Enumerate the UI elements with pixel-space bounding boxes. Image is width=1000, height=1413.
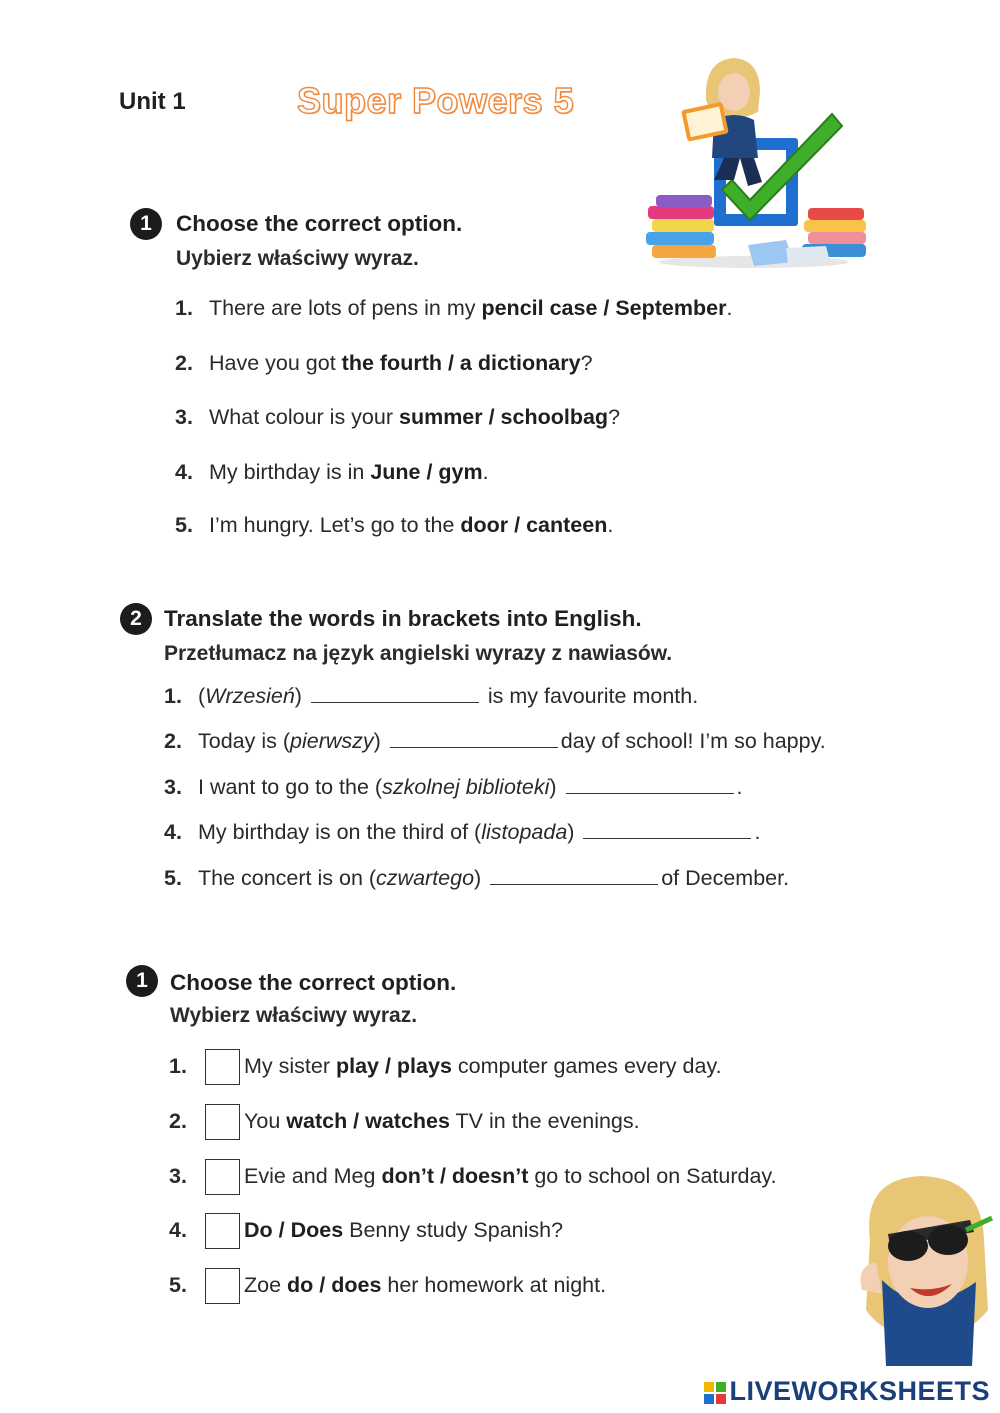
section2-item-1 xyxy=(164,684,698,709)
item-text: There are lots of pens in my xyxy=(209,296,482,320)
item-text: is my favourite month. xyxy=(481,684,699,708)
item-text: What colour is your xyxy=(209,405,399,429)
polish-word: szkolnej biblioteki xyxy=(382,775,550,799)
item-number: 3. xyxy=(169,1164,187,1188)
answer-box[interactable] xyxy=(205,1049,240,1085)
item-text: Today is ( xyxy=(198,729,291,753)
item-text: Have you got xyxy=(209,351,342,375)
answer-box[interactable] xyxy=(205,1104,240,1140)
answer-blank[interactable] xyxy=(390,731,558,748)
item-punct: ? xyxy=(580,351,593,375)
item-options: do / does xyxy=(287,1273,382,1297)
item-text: Evie and Meg xyxy=(244,1164,382,1188)
item-number: 3. xyxy=(175,405,193,429)
section1-number-badge: 1 xyxy=(130,208,162,240)
logo-icon xyxy=(704,1382,726,1404)
item-text: TV in the evenings. xyxy=(449,1109,640,1133)
item-text: ) xyxy=(549,775,563,799)
item-options: pencil case / September xyxy=(481,296,727,320)
item-options: Do / Does xyxy=(244,1218,344,1242)
item-options: the fourth / a dictionary xyxy=(341,351,581,375)
answer-blank[interactable] xyxy=(311,686,479,703)
item-punct: ? xyxy=(608,405,621,429)
section1-item-5 xyxy=(175,513,613,538)
polish-word: pierwszy xyxy=(290,729,374,753)
item-punct: . xyxy=(482,460,489,484)
section2-item-4 xyxy=(164,820,760,845)
item-number: 2. xyxy=(164,729,182,753)
section1-item-3 xyxy=(175,405,620,430)
answer-blank[interactable] xyxy=(566,777,734,794)
item-text: go to school on Saturday. xyxy=(528,1164,777,1188)
section1-item-2 xyxy=(175,351,593,376)
brand-text: LIVEWORKSHEETS xyxy=(729,1376,990,1406)
polish-word: czwartego xyxy=(376,866,475,890)
item-number: 2. xyxy=(175,351,193,375)
item-text: Zoe xyxy=(244,1273,288,1297)
item-number: 2. xyxy=(169,1109,187,1133)
item-text: My birthday is in xyxy=(209,460,371,484)
item-punct: . xyxy=(726,296,733,320)
item-text: I want to go to the ( xyxy=(198,775,383,799)
polish-word: listopada xyxy=(481,820,568,844)
item-text: . xyxy=(736,775,743,799)
answer-blank[interactable] xyxy=(583,822,751,839)
item-number: 1. xyxy=(164,684,182,708)
section3-item-5 xyxy=(169,1267,606,1304)
section3-item-1 xyxy=(169,1048,722,1085)
item-number: 4. xyxy=(169,1218,187,1242)
item-options: play / plays xyxy=(335,1054,452,1078)
item-text: Benny study Spanish? xyxy=(343,1218,564,1242)
item-number: 4. xyxy=(175,460,193,484)
item-number: 3. xyxy=(164,775,182,799)
section2-number-badge: 2 xyxy=(120,603,152,635)
liveworksheets-logo xyxy=(704,1376,990,1407)
section1-item-4 xyxy=(175,460,489,485)
section3-item-2 xyxy=(169,1103,640,1140)
item-number: 5. xyxy=(169,1273,187,1297)
item-text: ) xyxy=(567,820,581,844)
answer-box[interactable] xyxy=(205,1159,240,1195)
item-number: 5. xyxy=(164,866,182,890)
answer-box[interactable] xyxy=(205,1268,240,1304)
item-text: You xyxy=(244,1109,287,1133)
section2-subheading: Przetłumacz na język angielski wyrazy z nawiasów. xyxy=(164,642,673,665)
section1-heading: Choose the correct option. xyxy=(176,211,463,236)
section3-number-badge: 1 xyxy=(126,965,158,997)
teacher-sunglasses-illustration xyxy=(852,1170,998,1366)
section3-subheading: Wybierz właściwy wyraz. xyxy=(170,1004,418,1027)
section1-subheading: Uybierz właściwy wyraz. xyxy=(176,247,419,270)
answer-blank[interactable] xyxy=(490,868,658,885)
item-text: ) xyxy=(373,729,387,753)
item-text: I’m hungry. Let’s go to the xyxy=(209,513,461,537)
item-number: 1. xyxy=(169,1054,187,1078)
section2-item-2 xyxy=(164,729,826,754)
item-number: 1. xyxy=(175,296,193,320)
item-text: of December. xyxy=(661,866,790,890)
polish-word: Wrzesień xyxy=(205,684,295,708)
teacher-checkmark-illustration xyxy=(636,40,872,270)
answer-box[interactable] xyxy=(205,1213,240,1249)
item-text: ( xyxy=(198,684,206,708)
section1-item-1 xyxy=(175,296,732,321)
item-number: 4. xyxy=(164,820,182,844)
item-text: The concert is on ( xyxy=(198,866,377,890)
item-options: door / canteen xyxy=(460,513,608,537)
item-options: summer / schoolbag xyxy=(398,405,609,429)
section3-item-3 xyxy=(169,1158,777,1195)
item-options: June / gym xyxy=(370,460,483,484)
item-text: computer games every day. xyxy=(451,1054,722,1078)
section3-item-4 xyxy=(169,1212,563,1249)
item-options: don’t / doesn’t xyxy=(381,1164,529,1188)
item-text: ) xyxy=(474,866,488,890)
item-text: ) xyxy=(294,684,308,708)
section3-heading: Choose the correct option. xyxy=(170,970,457,995)
unit-label: Unit 1 xyxy=(119,88,186,115)
page-title: Super Powers 5 xyxy=(297,80,575,121)
item-text: day of school! I’m so happy. xyxy=(560,729,826,753)
item-text: her homework at night. xyxy=(381,1273,607,1297)
item-text: My sister xyxy=(244,1054,336,1078)
section2-item-5 xyxy=(164,866,789,891)
section2-heading: Translate the words in brackets into English. xyxy=(164,606,642,631)
item-number: 5. xyxy=(175,513,193,537)
item-punct: . xyxy=(607,513,614,537)
item-options: watch / watches xyxy=(286,1109,450,1133)
item-text: . xyxy=(754,820,761,844)
item-text: My birthday is on the third of ( xyxy=(198,820,482,844)
section2-item-3 xyxy=(164,775,743,800)
